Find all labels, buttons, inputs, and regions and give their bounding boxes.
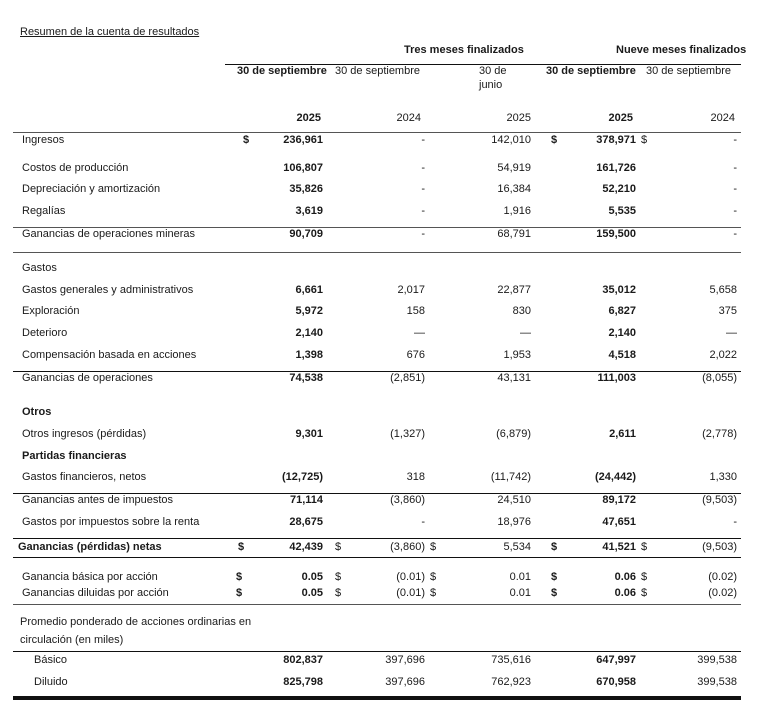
cell-value: - bbox=[421, 183, 425, 195]
cell-value: 2,022 bbox=[709, 349, 737, 361]
cell-value: (9,503) bbox=[702, 541, 737, 553]
currency-symbol: $ bbox=[430, 541, 437, 553]
rule-final bbox=[13, 696, 741, 700]
cell-value: 28,675 bbox=[289, 516, 323, 528]
cell-value: (3,860) bbox=[390, 541, 425, 553]
rule-net-top bbox=[13, 538, 741, 539]
cell-value: (0.02) bbox=[708, 587, 737, 599]
cell-value: 2,611 bbox=[609, 428, 636, 440]
currency-symbol: $ bbox=[236, 587, 243, 599]
cell-value: (1,327) bbox=[390, 428, 425, 440]
row-label: Ganancia básica por acción bbox=[22, 571, 158, 583]
col3-year: 2025 bbox=[506, 112, 531, 124]
currency-symbol: $ bbox=[238, 541, 245, 553]
statement-title: Resumen de la cuenta de resultados bbox=[20, 26, 200, 38]
currency-symbol: $ bbox=[551, 541, 558, 553]
cell-value: 90,709 bbox=[289, 228, 323, 240]
cell-value: 670,958 bbox=[596, 676, 636, 688]
cell-value: 9,301 bbox=[295, 428, 323, 440]
cell-value: — bbox=[414, 327, 425, 339]
row-label: circulación (en miles) bbox=[20, 634, 124, 646]
row-label: Costos de producción bbox=[22, 162, 129, 174]
row-label: Ganancias de operaciones bbox=[22, 372, 153, 384]
cell-value: (0.02) bbox=[708, 571, 737, 583]
cell-value: 0.06 bbox=[614, 587, 636, 599]
cell-value: 24,510 bbox=[497, 494, 531, 506]
cell-value: - bbox=[421, 205, 425, 217]
cell-value: 0.06 bbox=[614, 571, 636, 583]
row-label: Otros ingresos (pérdidas) bbox=[22, 428, 147, 440]
cell-value: (0.01) bbox=[396, 587, 425, 599]
row-label: Partidas financieras bbox=[22, 450, 127, 462]
cell-value: 378,971 bbox=[596, 134, 636, 146]
cell-value: 1,398 bbox=[295, 349, 323, 361]
cell-value: 16,384 bbox=[497, 183, 531, 195]
row-label: Promedio ponderado de acciones ordinarias en bbox=[20, 616, 252, 628]
col2-year: 2024 bbox=[396, 112, 421, 124]
cell-value: 2,140 bbox=[295, 327, 323, 339]
row-label: Ganancias (pérdidas) netas bbox=[18, 541, 162, 553]
col3-date: 30 de bbox=[479, 65, 507, 77]
nine-months-header: Nueve meses finalizados bbox=[616, 44, 747, 56]
row-label: Básico bbox=[34, 654, 68, 666]
cell-value: — bbox=[726, 327, 737, 339]
currency-symbol: $ bbox=[551, 571, 558, 583]
cell-value: 52,210 bbox=[602, 183, 636, 195]
cell-value: 5,972 bbox=[295, 305, 323, 317]
col1-year: 2025 bbox=[296, 112, 321, 124]
row-label: Gastos bbox=[22, 262, 57, 274]
currency-symbol: $ bbox=[641, 134, 648, 146]
col5-date: 30 de septiembre bbox=[646, 65, 731, 77]
cell-value: - bbox=[421, 228, 425, 240]
cell-value: - bbox=[733, 516, 737, 528]
cell-value: 74,538 bbox=[289, 372, 323, 384]
cell-value: 71,114 bbox=[289, 494, 323, 506]
rule-net-bottom bbox=[13, 557, 741, 558]
cell-value: — bbox=[520, 327, 531, 339]
row-label: Otros bbox=[22, 406, 52, 418]
currency-symbol: $ bbox=[243, 134, 250, 146]
cell-value: 0.01 bbox=[509, 571, 531, 583]
cell-value: 89,172 bbox=[602, 494, 636, 506]
cell-value: 830 bbox=[512, 305, 531, 317]
rule-mining-bottom bbox=[13, 252, 741, 253]
cell-value: 397,696 bbox=[385, 676, 425, 688]
rule-pretax bbox=[13, 493, 741, 494]
row-label: Gastos por impuestos sobre la renta bbox=[22, 516, 200, 528]
cell-value: - bbox=[733, 134, 737, 146]
row-label: Ganancias de operaciones mineras bbox=[22, 228, 196, 240]
rule-mining bbox=[13, 227, 741, 228]
rule-operations bbox=[13, 371, 741, 372]
cell-value: - bbox=[733, 162, 737, 174]
cell-value: 735,616 bbox=[491, 654, 531, 666]
currency-symbol: $ bbox=[335, 571, 342, 583]
currency-symbol: $ bbox=[551, 587, 558, 599]
cell-value: 43,131 bbox=[497, 372, 531, 384]
cell-value: 35,826 bbox=[289, 183, 323, 195]
cell-value: 1,330 bbox=[709, 471, 737, 483]
cell-value: 142,010 bbox=[491, 134, 531, 146]
col4-year: 2025 bbox=[608, 112, 633, 124]
cell-value: 54,919 bbox=[497, 162, 531, 174]
cell-value: - bbox=[733, 228, 737, 240]
cell-value: (24,442) bbox=[595, 471, 636, 483]
cell-value: 4,518 bbox=[608, 349, 636, 361]
row-label: Ganancias diluidas por acción bbox=[22, 587, 169, 599]
cell-value: - bbox=[421, 516, 425, 528]
three-months-header: Tres meses finalizados bbox=[404, 44, 524, 56]
cell-value: (8,055) bbox=[702, 372, 737, 384]
currency-symbol: $ bbox=[641, 571, 648, 583]
cell-value: 161,726 bbox=[596, 162, 636, 174]
cell-value: 2,140 bbox=[608, 327, 636, 339]
cell-value: 42,439 bbox=[289, 541, 323, 553]
cell-value: 647,997 bbox=[596, 654, 636, 666]
cell-value: 676 bbox=[406, 349, 425, 361]
cell-value: (2,778) bbox=[702, 428, 737, 440]
cell-value: - bbox=[733, 205, 737, 217]
col2-date: 30 de septiembre bbox=[335, 65, 420, 77]
cell-value: - bbox=[733, 183, 737, 195]
cell-value: 159,500 bbox=[596, 228, 636, 240]
cell-value: 106,807 bbox=[283, 162, 323, 174]
col5-year: 2024 bbox=[710, 112, 735, 124]
row-label: Exploración bbox=[22, 305, 80, 317]
currency-symbol: $ bbox=[430, 587, 437, 599]
row-label: Deterioro bbox=[22, 327, 68, 339]
row-label: Diluido bbox=[34, 676, 68, 688]
cell-value: 236,961 bbox=[283, 134, 323, 146]
rule-eps bbox=[13, 604, 741, 605]
cell-value: 18,976 bbox=[497, 516, 531, 528]
col3-date2: junio bbox=[479, 79, 503, 91]
cell-value: 375 bbox=[718, 305, 737, 317]
cell-value: 6,827 bbox=[608, 305, 636, 317]
currency-symbol: $ bbox=[551, 134, 558, 146]
currency-symbol: $ bbox=[335, 541, 342, 553]
cell-value: 5,658 bbox=[709, 284, 737, 296]
cell-value: 0.05 bbox=[301, 587, 323, 599]
row-label: Gastos generales y administrativos bbox=[22, 284, 194, 296]
cell-value: 318 bbox=[406, 471, 425, 483]
cell-value: 3,619 bbox=[295, 205, 323, 217]
row-label: Depreciación y amortización bbox=[22, 183, 161, 195]
cell-value: - bbox=[421, 162, 425, 174]
cell-value: 0.05 bbox=[301, 571, 323, 583]
cell-value: (11,742) bbox=[490, 471, 531, 483]
cell-value: (6,879) bbox=[496, 428, 531, 440]
cell-value: 22,877 bbox=[497, 284, 531, 296]
cell-value: 1,916 bbox=[503, 205, 531, 217]
cell-value: 2,017 bbox=[397, 284, 425, 296]
cell-value: 47,651 bbox=[602, 516, 636, 528]
cell-value: (3,860) bbox=[390, 494, 425, 506]
cell-value: 397,696 bbox=[385, 654, 425, 666]
cell-value: - bbox=[421, 134, 425, 146]
currency-symbol: $ bbox=[335, 587, 342, 599]
currency-symbol: $ bbox=[641, 587, 648, 599]
row-label: Regalías bbox=[22, 205, 66, 217]
cell-value: 5,534 bbox=[503, 541, 531, 553]
cell-value: 158 bbox=[406, 305, 425, 317]
cell-value: 35,012 bbox=[602, 284, 636, 296]
cell-value: 399,538 bbox=[697, 654, 737, 666]
cell-value: (0.01) bbox=[396, 571, 425, 583]
cell-value: (2,851) bbox=[390, 372, 425, 384]
year-rule bbox=[13, 132, 741, 133]
rule-shares bbox=[13, 651, 741, 652]
cell-value: 5,535 bbox=[608, 205, 636, 217]
cell-value: 41,521 bbox=[602, 541, 636, 553]
currency-symbol: $ bbox=[641, 541, 648, 553]
row-label: Ingresos bbox=[22, 134, 65, 146]
cell-value: 0.01 bbox=[509, 587, 531, 599]
col1-date: 30 de septiembre bbox=[237, 65, 327, 77]
currency-symbol: $ bbox=[236, 571, 243, 583]
col4-date: 30 de septiembre bbox=[546, 65, 636, 77]
cell-value: 68,791 bbox=[497, 228, 531, 240]
cell-value: 399,538 bbox=[697, 676, 737, 688]
cell-value: 802,837 bbox=[283, 654, 323, 666]
row-label: Gastos financieros, netos bbox=[22, 471, 147, 483]
row-label: Ganancias antes de impuestos bbox=[22, 494, 174, 506]
cell-value: 825,798 bbox=[283, 676, 323, 688]
cell-value: 6,661 bbox=[295, 284, 323, 296]
cell-value: 1,953 bbox=[503, 349, 531, 361]
cell-value: 111,003 bbox=[597, 372, 636, 384]
cell-value: 762,923 bbox=[491, 676, 531, 688]
row-label: Compensación basada en acciones bbox=[22, 349, 197, 361]
cell-value: (9,503) bbox=[702, 494, 737, 506]
cell-value: (12,725) bbox=[282, 471, 323, 483]
currency-symbol: $ bbox=[430, 571, 437, 583]
